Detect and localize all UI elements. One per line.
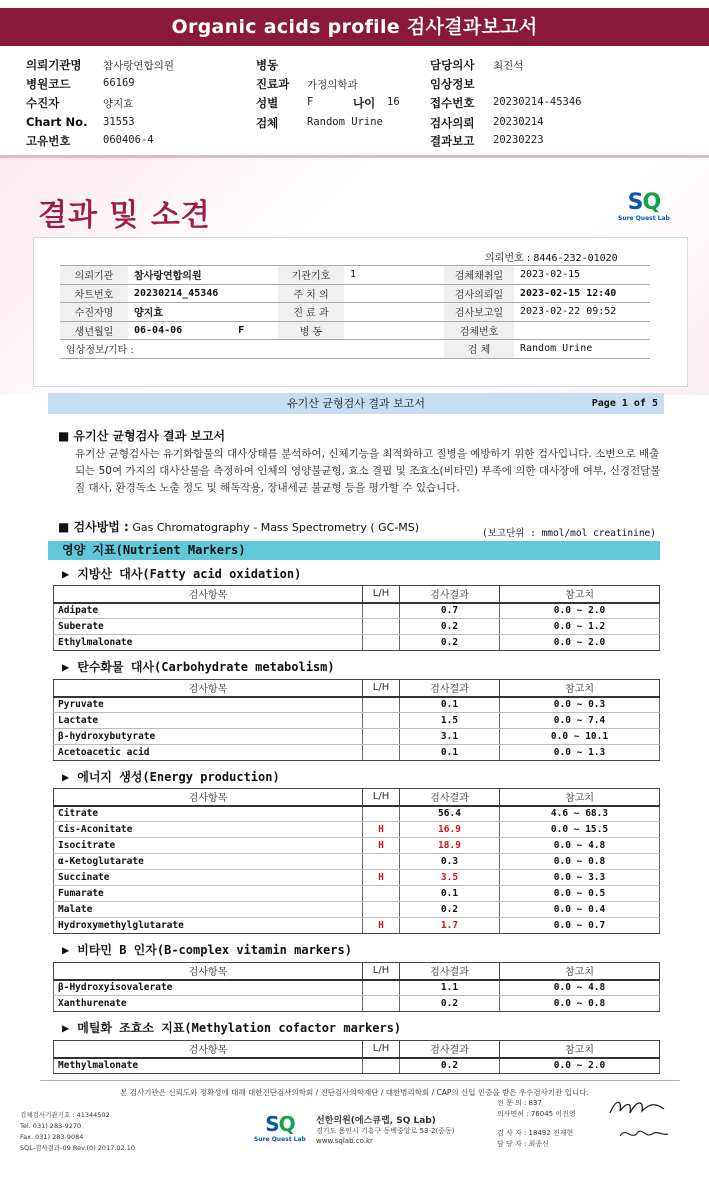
col-ref: 참고치: [500, 1041, 660, 1058]
group-title: 에너지 생성(Energy production): [77, 770, 280, 784]
item-result: 0.3: [400, 854, 500, 870]
meta-value: [514, 321, 650, 340]
item-flag: [363, 854, 400, 870]
meta-row: [60, 303, 650, 322]
table-row: [54, 1058, 660, 1074]
item-result: 0.2: [400, 996, 500, 1012]
dept-value: 가정의학과: [307, 79, 358, 91]
group-title: 탄수화물 대사(Carbohydrate metabolism): [77, 660, 335, 674]
meta-row: [60, 266, 650, 285]
footer-sq-logo: [254, 1112, 306, 1143]
col-result: 검사결과: [400, 586, 500, 603]
report-title: Organic acids profile 검사결과보고서: [0, 8, 709, 46]
group-title: 비타민 B 인자(B-complex vitamin markers): [77, 943, 352, 957]
col-item: 검사항목: [54, 586, 363, 603]
table-header-row: [54, 1041, 660, 1058]
specimen-label: 검체: [256, 116, 279, 130]
table-row: [54, 854, 660, 870]
item-ref: 0.0 ~ 15.5: [500, 822, 660, 838]
col-ref: 참고치: [500, 586, 660, 603]
item-result: 0.2: [400, 619, 500, 635]
meta-key: 주 치 의: [278, 284, 344, 303]
col-result: 검사결과: [400, 963, 500, 980]
section-heading: ■ 유기산 균형검사 결과 보고서: [58, 429, 226, 443]
col-item: 검사항목: [54, 1041, 363, 1058]
item-result: 3.5: [400, 870, 500, 886]
item-flag: [363, 729, 400, 745]
footer-inst-code: 검체검사기관기호 : 41344502: [20, 1111, 110, 1119]
group-heading: [62, 768, 280, 785]
item-flag: [363, 697, 400, 713]
table-row: [54, 886, 660, 902]
footer-tester: 검 사 자 : 18492 전재현: [497, 1129, 574, 1137]
item-flag: [363, 603, 400, 619]
meta-key: 진 료 과: [278, 303, 344, 322]
triangle-right-icon: ▶: [62, 567, 70, 581]
col-item: 검사항목: [54, 963, 363, 980]
receipt-value: 20230214-45346: [493, 96, 582, 108]
col-lh: L/H: [363, 1041, 400, 1058]
table-row: [54, 902, 660, 918]
item-flag: [363, 713, 400, 729]
item-name: Isocitrate: [54, 838, 363, 854]
item-name: Xanthurenate: [54, 996, 363, 1012]
col-item: 검사항목: [54, 680, 363, 697]
group-heading: [62, 658, 335, 675]
table-row: [54, 822, 660, 838]
item-ref: 0.0 ~ 2.0: [500, 603, 660, 619]
intro-text: 유기산 균형검사는 유기화합물의 대사상태를 분석하여, 신체기능을 최적화하고 질병을 예방하기 위한 검사입니다. 소변으로 배출되는 50여 가지의 대사산물을 측정하여 인체의 영양불균형, 효소 결핍 및 조효소(비타민) 부족에 의한 대사장애 여부, 신경전달물질 대사, 환경독소 노출 정도 및 해독작용, 장내세균 불균형 등을 평가할 수 있습니다.: [75, 448, 661, 494]
item-flag: [363, 745, 400, 761]
report-bar: [48, 393, 664, 414]
req-inst-label: 의뢰기관명: [26, 58, 82, 72]
col-result: 검사결과: [400, 789, 500, 806]
item-flag: H: [363, 838, 400, 854]
item-result: 0.2: [400, 635, 500, 651]
group-heading: [62, 565, 301, 582]
col-ref: 참고치: [500, 789, 660, 806]
patient-info: [0, 0, 709, 150]
req-date-value: 20230214: [493, 116, 544, 128]
birth-date: 06-04-06: [134, 324, 183, 336]
req-date-label: 검사의뢰: [430, 116, 475, 130]
method-label: ■ 검사방법 :: [58, 520, 129, 534]
group-heading: [62, 1019, 401, 1036]
results-table: [53, 1040, 660, 1074]
triangle-right-icon: ▶: [62, 770, 70, 784]
footer-lab-name: 선한의원(에스큐랩, SQ Lab): [316, 1116, 436, 1126]
meta-row: [60, 340, 650, 359]
item-name: Malate: [54, 902, 363, 918]
footer-note: 본 검사기관은 신뢰도와 정확성에 대해 대한진단검사의학회 / 진단검사의학재단 / 대한병리학회 / CAP의 신입 인증을 받은 우수검사기관 입니다.: [120, 1088, 589, 1097]
meta-key: 기관기호: [278, 266, 344, 285]
table-header-row: [54, 963, 660, 980]
report-bar-title: 유기산 균형검사 결과 보고서: [286, 397, 425, 410]
table-row: [54, 980, 660, 996]
age-label: 나이: [353, 96, 376, 110]
sq-logo-q: Q: [642, 190, 661, 215]
item-result: 1.5: [400, 713, 500, 729]
method-line: [58, 518, 419, 535]
table-row: [54, 729, 660, 745]
group-title: 지방산 대사(Fatty acid oxidation): [77, 567, 302, 581]
item-name: β-hydroxybutyrate: [54, 729, 363, 745]
footer-sq-s: S: [265, 1112, 279, 1136]
results-table: [53, 788, 660, 934]
meta-value: 2023-02-15 12:40: [514, 284, 650, 303]
item-flag: [363, 1058, 400, 1074]
page-indicator: Page 1 of 5: [591, 398, 658, 409]
col-item: 검사항목: [54, 789, 363, 806]
col-lh: L/H: [363, 680, 400, 697]
item-name: Succinate: [54, 870, 363, 886]
doctor-value: 최진석: [493, 60, 524, 72]
table-row: [54, 745, 660, 761]
item-result: 0.2: [400, 902, 500, 918]
req-inst-value: 참사랑연합의원: [103, 60, 175, 72]
item-result: 1.1: [400, 980, 500, 996]
meta-value: [128, 321, 278, 340]
examinee-value: 양지효: [103, 98, 134, 110]
item-ref: 0.0 ~ 0.7: [500, 918, 660, 934]
item-flag: H: [363, 870, 400, 886]
item-name: Citrate: [54, 806, 363, 822]
item-ref: 0.0 ~ 7.4: [500, 713, 660, 729]
item-name: Methylmalonate: [54, 1058, 363, 1074]
item-flag: [363, 980, 400, 996]
receipt-label: 접수번호: [430, 96, 475, 110]
birth-sex: F: [238, 324, 245, 336]
age-value: 16: [387, 96, 400, 108]
item-ref: 0.0 ~ 2.0: [500, 1058, 660, 1074]
request-number: [485, 249, 618, 264]
item-result: 56.4: [400, 806, 500, 822]
meta-table: [60, 265, 650, 359]
item-name: α-Ketoglutarate: [54, 854, 363, 870]
col-lh: L/H: [363, 586, 400, 603]
table-row: [54, 619, 660, 635]
hosp-code-label: 병원코드: [26, 77, 71, 91]
footer-license: 의사면허 : 76045 이진영: [497, 1110, 576, 1118]
item-flag: H: [363, 918, 400, 934]
item-name: Adipate: [54, 603, 363, 619]
item-result: 0.1: [400, 745, 500, 761]
footer-address: 경기도 용인시 기흥구 동백중앙로 53-2(중동): [316, 1127, 455, 1135]
clinical-label: 임상정보: [430, 77, 475, 91]
meta-key: 차트번호: [60, 284, 128, 303]
meta-key: 검 체: [444, 340, 514, 359]
table-row: [54, 996, 660, 1012]
item-flag: [363, 886, 400, 902]
item-ref: 0.0 ~ 10.1: [500, 729, 660, 745]
meta-row: [60, 321, 650, 340]
item-ref: 0.0 ~ 0.8: [500, 854, 660, 870]
item-result: 0.2: [400, 1058, 500, 1074]
footer-specialist: 전 문 의 : 837: [497, 1099, 542, 1107]
item-name: Ethylmalonate: [54, 635, 363, 651]
specimen-value: Random Urine: [307, 116, 383, 128]
dept-label: 진료과: [256, 77, 290, 91]
footer-website: www.sqlab.co.kr: [316, 1137, 373, 1145]
sex-value: F: [307, 96, 314, 108]
meta-key: 임상정보/기타 :: [60, 340, 444, 359]
sq-logo-s: S: [627, 190, 643, 215]
meta-key: 검체번호: [444, 321, 514, 340]
item-flag: [363, 619, 400, 635]
item-flag: [363, 902, 400, 918]
item-result: 0.7: [400, 603, 500, 619]
unique-label: 고유번호: [26, 134, 71, 148]
table-row: [54, 806, 660, 822]
item-ref: 0.0 ~ 0.4: [500, 902, 660, 918]
footer-lab-info: [316, 1116, 454, 1146]
sq-lab-logo: [618, 190, 670, 222]
meta-key: 검사의뢰일: [444, 284, 514, 303]
footer-form-no: SQL-검사결과-09 Rev.(0) 2017.02.10: [20, 1144, 136, 1152]
col-ref: 참고치: [500, 680, 660, 697]
meta-key: 의뢰기관: [60, 266, 128, 285]
footer-tel: Tel. 031) 283-9270: [20, 1122, 82, 1130]
item-flag: [363, 996, 400, 1012]
item-ref: 0.0 ~ 4.8: [500, 980, 660, 996]
meta-key: 검체채취일: [444, 266, 514, 285]
item-flag: [363, 806, 400, 822]
item-ref: 0.0 ~ 2.0: [500, 635, 660, 651]
report-date-label: 결과보고: [430, 134, 475, 148]
item-name: Suberate: [54, 619, 363, 635]
signature-image-2: [616, 1124, 672, 1144]
item-result: 0.1: [400, 697, 500, 713]
req-no-label: 의뢰번호 :: [485, 253, 531, 264]
sex-label: 성별: [256, 96, 279, 110]
item-ref: 0.0 ~ 1.3: [500, 745, 660, 761]
report-date-value: 20230223: [493, 134, 544, 146]
footer-signers: [497, 1098, 576, 1150]
footer-fax: Fax. 031) 283-9084: [20, 1133, 84, 1141]
chart-label: Chart No.: [26, 115, 88, 129]
meta-row: [60, 284, 650, 303]
method-value: Gas Chromatography - Mass Spectrometry ( GC-MS): [132, 521, 420, 534]
meta-value: [344, 303, 444, 322]
meta-key: 검사보고일: [444, 303, 514, 322]
doctor-label: 담당의사: [430, 58, 475, 72]
results-table: [53, 962, 660, 1012]
item-name: Fumarate: [54, 886, 363, 902]
meta-key: 병 동: [278, 321, 344, 340]
item-name: Pyruvate: [54, 697, 363, 713]
footer-sq-sub: Sure Quest Lab: [254, 1136, 306, 1143]
footer-manager: 담 당 자 : 최종신: [497, 1140, 549, 1148]
hosp-code-value: 66169: [103, 77, 135, 89]
item-flag: H: [363, 822, 400, 838]
nutrient-markers-bar: 영양 지표(Nutrient Markers): [48, 541, 660, 560]
table-header-row: [54, 680, 660, 697]
item-ref: 0.0 ~ 0.8: [500, 996, 660, 1012]
table-row: [54, 713, 660, 729]
meta-value: 2023-02-22 09:52: [514, 303, 650, 322]
req-no-value: 8446-232-01020: [533, 253, 618, 264]
col-ref: 참고치: [500, 963, 660, 980]
meta-value: 2023-02-15: [514, 266, 650, 285]
sq-logo-sub: Sure Quest Lab: [618, 215, 670, 222]
item-ref: 0.0 ~ 3.3: [500, 870, 660, 886]
item-flag: [363, 635, 400, 651]
table-header-row: [54, 586, 660, 603]
item-result: 3.1: [400, 729, 500, 745]
meta-key: 수진자명: [60, 303, 128, 322]
table-row: [54, 697, 660, 713]
item-ref: 0.0 ~ 4.8: [500, 838, 660, 854]
table-row: [54, 838, 660, 854]
item-result: 1.7: [400, 918, 500, 934]
item-result: 0.1: [400, 886, 500, 902]
item-name: Acetoacetic acid: [54, 745, 363, 761]
footer-sq-q: Q: [278, 1112, 295, 1136]
signature-image: [604, 1095, 670, 1121]
unique-value: 060406-4: [103, 134, 154, 146]
item-name: Lactate: [54, 713, 363, 729]
unit-note: (보고단위 : mmol/mol creatinine): [482, 528, 656, 539]
group-title: 메틸화 조효소 지표(Methylation cofactor markers): [77, 1021, 402, 1035]
meta-value: [344, 284, 444, 303]
item-result: 18.9: [400, 838, 500, 854]
footer-contact: [20, 1110, 135, 1154]
item-ref: 0.0 ~ 1.2: [500, 619, 660, 635]
table-row: [54, 603, 660, 619]
group-heading: [62, 941, 352, 958]
meta-value: [344, 321, 444, 340]
meta-value: 20230214_45346: [128, 284, 278, 303]
meta-value: Random Urine: [514, 340, 650, 359]
col-result: 검사결과: [400, 1041, 500, 1058]
table-row: [54, 635, 660, 651]
meta-value: 양지효: [128, 303, 278, 322]
triangle-right-icon: ▶: [62, 1021, 70, 1035]
item-name: Hydroxymethylglutarate: [54, 918, 363, 934]
item-ref: 4.6 ~ 68.3: [500, 806, 660, 822]
sq-logo-mark: [618, 190, 670, 215]
col-lh: L/H: [363, 963, 400, 980]
footer-sq-mark: [254, 1112, 306, 1136]
col-result: 검사결과: [400, 680, 500, 697]
item-result: 16.9: [400, 822, 500, 838]
meta-value: 1: [344, 266, 444, 285]
item-name: β-Hydroxyisovalerate: [54, 980, 363, 996]
item-ref: 0.0 ~ 0.3: [500, 697, 660, 713]
meta-value: 참사랑연합의원: [128, 266, 278, 285]
examinee-label: 수진자: [26, 96, 60, 110]
table-row: [54, 870, 660, 886]
results-table: [53, 679, 660, 761]
ward-label: 병동: [256, 58, 279, 72]
footer-divider: [40, 1080, 680, 1081]
meta-key: 생년월일: [60, 321, 128, 340]
item-ref: 0.0 ~ 0.5: [500, 886, 660, 902]
result-title: 결과 및 소견: [38, 198, 211, 233]
table-row: [54, 918, 660, 934]
triangle-right-icon: ▶: [62, 660, 70, 674]
results-table: [53, 585, 660, 651]
chart-value: 31553: [103, 116, 135, 128]
triangle-right-icon: ▶: [62, 943, 70, 957]
table-header-row: [54, 789, 660, 806]
item-name: Cis-Aconitate: [54, 822, 363, 838]
col-lh: L/H: [363, 789, 400, 806]
